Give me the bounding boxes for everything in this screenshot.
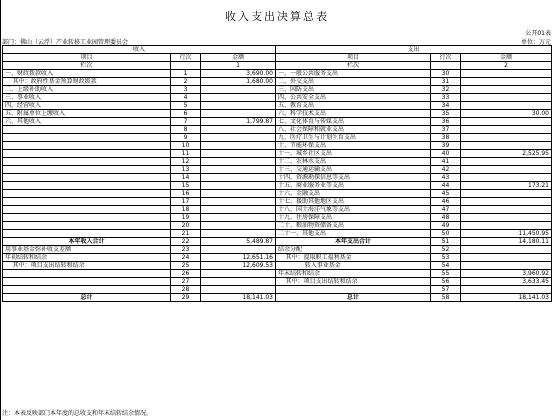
expense-amount-cell xyxy=(461,222,552,230)
income-amount-cell: 12,651.16 xyxy=(201,254,276,262)
income-item-cell xyxy=(3,222,171,230)
income-item-cell xyxy=(3,150,171,158)
expense-amount-cell: 11,450.95 xyxy=(461,230,552,238)
expense-amount-cell xyxy=(461,78,552,86)
income-row-no-cell: 20 xyxy=(171,222,201,230)
footnote: 注：本表反映部门本年度的总收支和年末结转结余情况。 xyxy=(2,410,153,417)
income-row-no-cell: 25 xyxy=(171,262,201,270)
expense-amount-cell xyxy=(461,70,552,78)
expense-row-no-cell: 36 xyxy=(431,118,461,126)
expense-column-blank xyxy=(431,62,461,70)
expense-row-no-cell: 50 xyxy=(431,230,461,238)
table-row xyxy=(3,230,552,238)
expense-amount-cell xyxy=(461,286,552,294)
income-item-cell: 用事业基金弥补收支差额 xyxy=(3,246,171,254)
income-item-cell xyxy=(3,214,171,222)
income-amount-cell xyxy=(201,102,276,110)
table-row xyxy=(3,110,552,118)
table-row xyxy=(3,246,552,254)
income-row-no-cell: 11 xyxy=(171,150,201,158)
expense-row-no-cell: 37 xyxy=(431,126,461,134)
expense-row-no-cell: 47 xyxy=(431,206,461,214)
page-left-edge xyxy=(0,0,1,420)
unit-label: 单位：万元 xyxy=(520,39,551,46)
expense-amount-cell xyxy=(461,86,552,94)
expense-amount-cell: 3,633.45 xyxy=(461,278,552,286)
expense-row-no-cell: 35 xyxy=(431,110,461,118)
expense-item-cell: 三、国防支出 xyxy=(276,86,431,94)
income-section-header: 收入 xyxy=(3,46,276,54)
income-amount-cell xyxy=(201,134,276,142)
income-item-cell xyxy=(3,174,171,182)
expense-item-cell: 十七、援助其他地区支出 xyxy=(276,198,431,206)
form-number: 公开01表 xyxy=(525,30,551,37)
income-item-cell: 二、上级补助收入 xyxy=(3,86,171,94)
expense-item-cell: 其中：提取职工福利基金 xyxy=(276,254,431,262)
table-row xyxy=(3,222,552,230)
income-item-cell: 三、事业收入 xyxy=(3,94,171,102)
table-row xyxy=(3,278,552,286)
expense-row-no-cell: 51 xyxy=(431,238,461,246)
income-amount-cell xyxy=(201,182,276,190)
income-amount-cell xyxy=(201,214,276,222)
income-item-cell xyxy=(3,158,171,166)
income-row-no-cell: 24 xyxy=(171,254,201,262)
income-amount-cell xyxy=(201,222,276,230)
expense-row-no-cell: 54 xyxy=(431,262,461,270)
expense-item-cell: 九、医疗卫生与计划生育支出 xyxy=(276,134,431,142)
income-amount-cell xyxy=(201,110,276,118)
expense-row-no-cell: 40 xyxy=(431,150,461,158)
expense-amount-header: 金额 xyxy=(461,54,552,62)
income-expense-table xyxy=(2,45,552,302)
income-item-cell xyxy=(3,286,171,294)
expense-row-no-cell: 49 xyxy=(431,222,461,230)
table-row xyxy=(3,198,552,206)
expense-row-no-cell: 34 xyxy=(431,102,461,110)
page-title: 收入支出决算总表 xyxy=(225,10,329,23)
table-row xyxy=(3,182,552,190)
expense-row-no-cell: 53 xyxy=(431,254,461,262)
expense-item-cell: 结余分配 xyxy=(276,246,431,254)
column-header-row xyxy=(3,54,552,62)
table-row xyxy=(3,126,552,134)
table-row xyxy=(3,166,552,174)
expense-row-no-header: 行次 xyxy=(431,54,461,62)
income-amount-cell: 18,141.03 xyxy=(201,294,276,302)
income-column-blank xyxy=(171,62,201,70)
table-row xyxy=(3,270,552,278)
expense-row-no-cell: 46 xyxy=(431,198,461,206)
income-item-cell: 其中：项目支出结转和结余 xyxy=(3,262,171,270)
expense-amount-cell: 173.21 xyxy=(461,182,552,190)
income-row-no-cell: 4 xyxy=(171,94,201,102)
income-item-cell xyxy=(3,166,171,174)
table-row xyxy=(3,286,552,294)
income-amount-cell xyxy=(201,126,276,134)
expense-amount-cell xyxy=(461,94,552,102)
expense-amount-cell xyxy=(461,214,552,222)
income-row-no-cell: 17 xyxy=(171,198,201,206)
income-row-no-cell: 22 xyxy=(171,238,201,246)
income-row-no-cell: 14 xyxy=(171,174,201,182)
expense-row-no-cell: 44 xyxy=(431,182,461,190)
income-row-no-cell: 16 xyxy=(171,190,201,198)
income-row-no-cell: 29 xyxy=(171,294,201,302)
table-row xyxy=(3,118,552,126)
table-row xyxy=(3,262,552,270)
expense-row-no-cell: 52 xyxy=(431,246,461,254)
expense-item-cell: 七、文化体育与传媒支出 xyxy=(276,118,431,126)
expense-item-cell: 二十一、其他支出 xyxy=(276,230,431,238)
income-amount-cell xyxy=(201,286,276,294)
expense-row-no-cell: 30 xyxy=(431,70,461,78)
income-amount-cell: 3,690.00 xyxy=(201,70,276,78)
income-item-cell xyxy=(3,278,171,286)
income-item-header: 项目 xyxy=(3,54,171,62)
expense-item-cell: 二十、粮油物资储备支出 xyxy=(276,222,431,230)
income-amount-cell xyxy=(201,198,276,206)
income-row-no-cell: 12 xyxy=(171,158,201,166)
table-row xyxy=(3,142,552,150)
department-label: 部门：佛山（云浮）产业转移工业园管理委员会 xyxy=(2,39,129,46)
income-row-no-cell: 9 xyxy=(171,134,201,142)
expense-amount-cell: 30.00 xyxy=(461,110,552,118)
income-amount-cell xyxy=(201,174,276,182)
income-amount-cell xyxy=(201,150,276,158)
expense-amount-cell xyxy=(461,206,552,214)
table-row xyxy=(3,158,552,166)
expense-column-number: 2 xyxy=(461,62,552,70)
expense-item-cell: 十八、国土海洋气象等支出 xyxy=(276,206,431,214)
expense-row-no-cell: 42 xyxy=(431,166,461,174)
expense-item-cell: 转入事业基金 xyxy=(276,262,431,270)
income-item-cell xyxy=(3,230,171,238)
expense-item-cell: 六、科学技术支出 xyxy=(276,110,431,118)
income-item-cell xyxy=(3,142,171,150)
expense-row-no-cell: 55 xyxy=(431,270,461,278)
income-row-no-cell: 10 xyxy=(171,142,201,150)
table-row xyxy=(3,78,552,86)
income-item-cell: 年初结转和结余 xyxy=(3,254,171,262)
expense-amount-cell xyxy=(461,102,552,110)
income-row-no-cell: 6 xyxy=(171,110,201,118)
table-row xyxy=(3,254,552,262)
table-row xyxy=(3,174,552,182)
income-row-no-cell: 8 xyxy=(171,126,201,134)
expense-item-cell: 二、外交支出 xyxy=(276,78,431,86)
expense-item-cell: 十二、农林水支出 xyxy=(276,158,431,166)
income-amount-cell: 5,489.87 xyxy=(201,238,276,246)
expense-amount-cell: 3,960.92 xyxy=(461,270,552,278)
income-column-label: 栏次 xyxy=(3,62,171,70)
income-row-no-cell: 15 xyxy=(171,182,201,190)
income-amount-cell xyxy=(201,94,276,102)
income-row-no-cell: 18 xyxy=(171,206,201,214)
expense-amount-cell xyxy=(461,142,552,150)
table-row xyxy=(3,206,552,214)
expense-item-cell: 十三、交通运输支出 xyxy=(276,166,431,174)
income-amount-cell: 1,799.87 xyxy=(201,118,276,126)
income-item-cell xyxy=(3,270,171,278)
income-row-no-cell: 19 xyxy=(171,214,201,222)
expense-amount-cell xyxy=(461,174,552,182)
table-row xyxy=(3,238,552,246)
income-amount-cell xyxy=(201,166,276,174)
expense-amount-cell xyxy=(461,118,552,126)
income-amount-cell: 12,609.53 xyxy=(201,262,276,270)
income-row-no-cell: 28 xyxy=(171,286,201,294)
expense-section-header: 支出 xyxy=(276,46,552,54)
income-row-no-cell: 5 xyxy=(171,102,201,110)
income-row-no-cell: 21 xyxy=(171,230,201,238)
income-item-cell: 本年收入合计 xyxy=(3,238,171,246)
income-row-no-cell: 13 xyxy=(171,166,201,174)
expense-row-no-cell: 41 xyxy=(431,158,461,166)
expense-amount-cell xyxy=(461,262,552,270)
income-item-cell xyxy=(3,206,171,214)
expense-column-label: 栏次 xyxy=(276,62,431,70)
expense-amount-cell: 18,141.03 xyxy=(461,294,552,302)
expense-item-cell: 十、节能环保支出 xyxy=(276,142,431,150)
income-row-no-cell: 26 xyxy=(171,270,201,278)
expense-item-cell: 八、社会保障和就业支出 xyxy=(276,126,431,134)
expense-item-cell: 十一、城乡社区支出 xyxy=(276,150,431,158)
expense-row-no-cell: 39 xyxy=(431,142,461,150)
expense-amount-cell xyxy=(461,126,552,134)
income-item-cell xyxy=(3,190,171,198)
expense-row-no-cell: 45 xyxy=(431,190,461,198)
table-row xyxy=(3,86,552,94)
expense-row-no-cell: 38 xyxy=(431,134,461,142)
income-item-cell: 其中：政府性基金预算财政拨款 xyxy=(3,78,171,86)
table-row xyxy=(3,294,552,302)
expense-row-no-cell: 58 xyxy=(431,294,461,302)
income-amount-cell xyxy=(201,270,276,278)
income-amount-header: 金额 xyxy=(201,54,276,62)
income-item-cell xyxy=(3,134,171,142)
expense-row-no-cell: 57 xyxy=(431,286,461,294)
table-row xyxy=(3,150,552,158)
expense-amount-cell xyxy=(461,190,552,198)
expense-item-header: 项目 xyxy=(276,54,431,62)
income-column-number: 1 xyxy=(201,62,276,70)
expense-item-cell: 十四、资源勘探信息等支出 xyxy=(276,174,431,182)
income-item-cell: 总计 xyxy=(3,294,171,302)
expense-amount-cell xyxy=(461,166,552,174)
income-row-no-cell: 27 xyxy=(171,278,201,286)
expense-item-cell: 本年支出合计 xyxy=(276,238,431,246)
expense-row-no-cell: 48 xyxy=(431,214,461,222)
income-item-cell: 一、财政拨款收入 xyxy=(3,70,171,78)
income-item-cell xyxy=(3,182,171,190)
income-amount-cell xyxy=(201,206,276,214)
expense-row-no-cell: 33 xyxy=(431,94,461,102)
table-row xyxy=(3,190,552,198)
section-header-row xyxy=(3,46,552,54)
expense-amount-cell xyxy=(461,254,552,262)
income-row-no-cell: 23 xyxy=(171,246,201,254)
income-amount-cell xyxy=(201,190,276,198)
expense-amount-cell: 14,180.11 xyxy=(461,238,552,246)
income-row-no-header: 行次 xyxy=(171,54,201,62)
expense-row-no-cell: 32 xyxy=(431,86,461,94)
table-row xyxy=(3,102,552,110)
table-row xyxy=(3,70,552,78)
expense-row-no-cell: 43 xyxy=(431,174,461,182)
expense-amount-cell xyxy=(461,246,552,254)
income-amount-cell xyxy=(201,230,276,238)
income-row-no-cell: 3 xyxy=(171,86,201,94)
income-item-cell: 四、经营收入 xyxy=(3,102,171,110)
expense-item-cell: 五、教育支出 xyxy=(276,102,431,110)
table-row xyxy=(3,214,552,222)
income-item-cell xyxy=(3,198,171,206)
expense-item-cell: 一、一般公共服务支出 xyxy=(276,70,431,78)
income-amount-cell: 1,680.00 xyxy=(201,78,276,86)
income-item-cell: 六、其他收入 xyxy=(3,118,171,126)
expense-amount-cell xyxy=(461,158,552,166)
expense-row-no-cell: 31 xyxy=(431,78,461,86)
income-amount-cell xyxy=(201,158,276,166)
expense-amount-cell xyxy=(461,134,552,142)
income-item-cell xyxy=(3,126,171,134)
income-amount-cell xyxy=(201,278,276,286)
expense-amount-cell: 2,525.95 xyxy=(461,150,552,158)
expense-item-cell: 年末结转和结余 xyxy=(276,270,431,278)
income-row-no-cell: 7 xyxy=(171,118,201,126)
table-row xyxy=(3,94,552,102)
expense-item-cell: 十九、住房保障支出 xyxy=(276,214,431,222)
expense-item-cell: 四、公共安全支出 xyxy=(276,94,431,102)
table-row xyxy=(3,134,552,142)
expense-row-no-cell: 56 xyxy=(431,278,461,286)
column-index-row xyxy=(3,62,552,70)
income-item-cell: 五、附属单位上缴收入 xyxy=(3,110,171,118)
income-amount-cell xyxy=(201,86,276,94)
expense-item-cell xyxy=(276,286,431,294)
income-amount-cell xyxy=(201,142,276,150)
income-row-no-cell: 1 xyxy=(171,70,201,78)
income-row-no-cell: 2 xyxy=(171,78,201,86)
expense-item-cell: 总计 xyxy=(276,294,431,302)
income-amount-cell xyxy=(201,246,276,254)
expense-amount-cell xyxy=(461,198,552,206)
expense-item-cell: 其中：项目支出结转和结余 xyxy=(276,278,431,286)
expense-item-cell: 十六、金融支出 xyxy=(276,190,431,198)
expense-item-cell: 十五、商业服务业等支出 xyxy=(276,182,431,190)
